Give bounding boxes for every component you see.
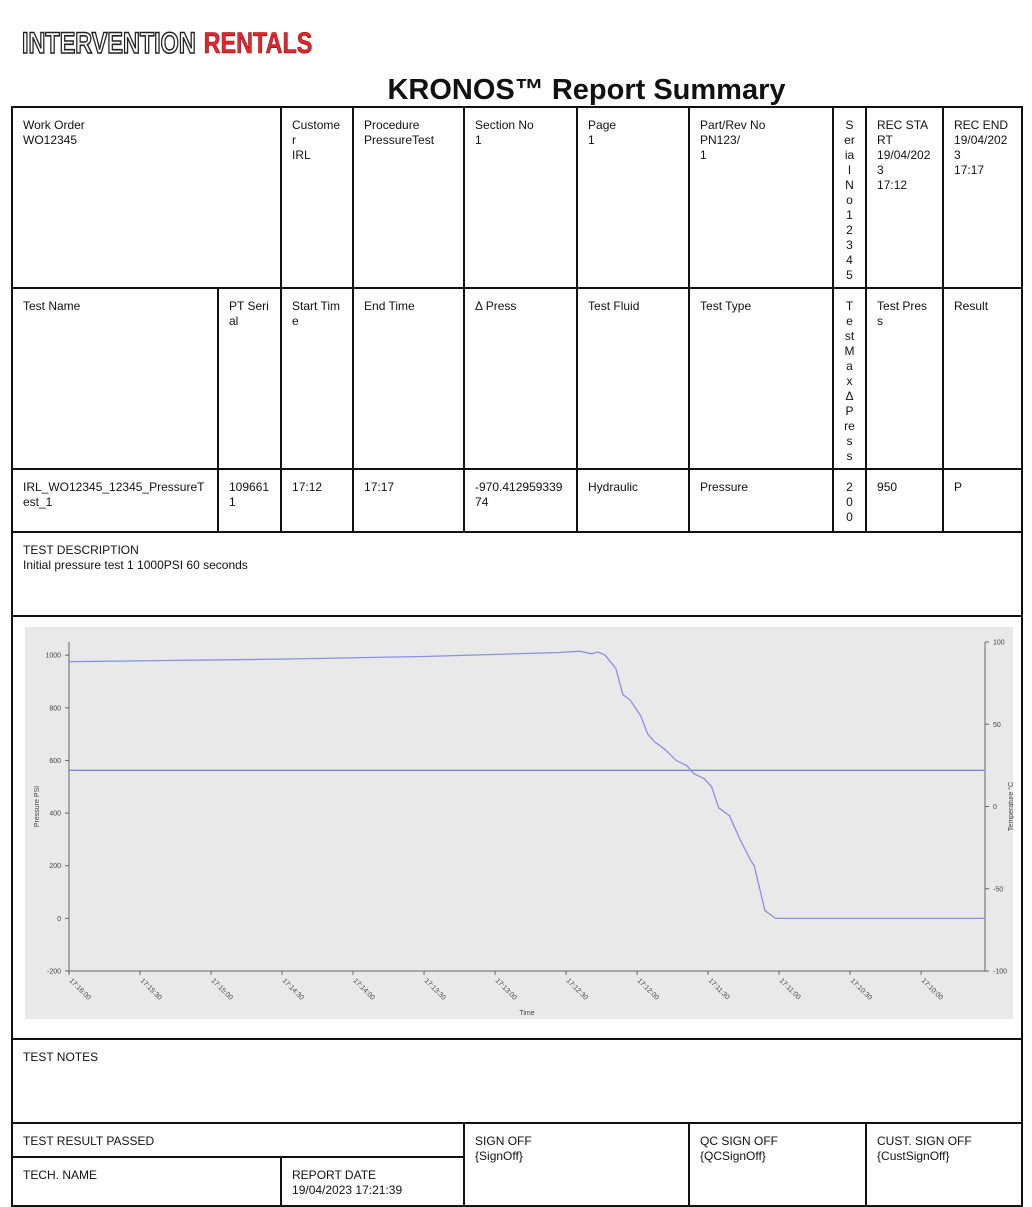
table-row [12,469,1022,532]
cell-result: P [943,469,1022,532]
description-row [12,532,1022,616]
y-axis-label: Pressure PSI [34,785,41,828]
rec-start-label: REC START [877,118,929,147]
x-tick-label: 17:13:00 [493,977,518,1002]
col-test-type: Test Type [689,288,833,469]
cust-sign-off-cell [866,1123,1022,1206]
x-tick-label: 17:10:30 [848,977,873,1002]
chart-background [25,627,1013,1019]
col-test-fluid: Test Fluid [577,288,689,469]
cell-pt-serial: 1096611 [218,469,281,532]
qc-sign-off-value: {QCSignOff} [700,1149,766,1163]
x-tick-label: 17:11:00 [777,977,802,1002]
page-cell [577,107,689,288]
page-label: Page [588,118,617,132]
y-tick-label: -200 [46,968,61,976]
col-start-time: Start Time [281,288,353,469]
y2-tick-label: 50 [993,721,1001,729]
result-row [12,1123,1022,1157]
x-tick-label: 17:12:30 [564,977,589,1002]
serial-cell [833,107,866,288]
col-delta-press: Δ Press [464,288,577,469]
description-cell [12,532,1022,616]
description-text: Initial pressure test 1 1000PSI 60 seconds [23,558,248,572]
procedure-value: PressureTest [364,133,435,147]
y-tick-label: 0 [57,915,61,923]
y2-axis-label: Temperature °C [1008,781,1015,832]
tech-name-cell: TECH. NAME [12,1157,281,1206]
section-label: Section No [475,118,534,132]
x-tick-label: 17:10:00 [919,977,944,1002]
section-cell [464,107,577,288]
x-tick-label: 17:16:00 [67,977,92,1002]
customer-value: IRL [292,148,311,162]
rec-start-time: 17:12 [877,178,908,192]
x-tick-label: 17:15:00 [209,977,234,1002]
report-date-label: REPORT DATE [292,1168,377,1182]
customer-cell [281,107,353,288]
rec-start-cell [866,107,943,288]
cell-test-press: 950 [866,469,943,532]
y2-tick-label: -100 [993,968,1008,976]
part-rev-cell [689,107,833,288]
section-value: 1 [475,133,482,147]
y-tick-label: 200 [49,863,61,871]
test-result-cell: TEST RESULT PASSED [12,1123,464,1157]
col-pt-serial: PT Serial [218,288,281,469]
col-test-max: Test Max Δ Press [833,288,866,469]
qc-sign-off-cell [689,1123,866,1206]
notes-cell [12,1039,1022,1123]
cell-test-fluid: Hydraulic [577,469,689,532]
company-logo [22,28,312,60]
cell-end-time: 17:17 [353,469,464,532]
page-title: KRONOS™ Report Summary [387,74,786,106]
rev-value: 1 [700,148,707,162]
logo-word-rentals: RENTALS [203,27,313,60]
work-order-value: WO12345 [23,133,78,147]
cust-sign-off-value: {CustSignOff} [877,1149,950,1163]
cell-delta-press: -970.41295933974 [464,469,577,532]
x-tick-label: 17:13:30 [422,977,447,1002]
part-rev-label: Part/Rev No [700,118,766,132]
notes-label: TEST NOTES [23,1050,99,1064]
procedure-cell [353,107,464,288]
logo-word-intervention: INTERVENTION [22,27,196,60]
part-value: PN123/ [700,133,741,147]
report-date-cell [281,1157,464,1206]
sign-off-label: SIGN OFF [475,1134,532,1148]
x-tick-label: 17:14:30 [280,977,305,1002]
notes-row [12,1039,1022,1123]
report-date-value: 19/04/2023 17:21:39 [292,1183,403,1197]
y2-tick-label: -50 [993,886,1004,894]
procedure-label: Procedure [364,118,420,132]
header-row [12,107,1022,288]
col-result: Result [943,288,1022,469]
serial-value: 12345 [846,208,853,282]
y-tick-label: 1000 [45,652,61,660]
col-end-time: End Time [353,288,464,469]
work-order-cell [12,107,281,288]
page-value: 1 [588,133,595,147]
rec-end-label: REC END [954,118,1009,132]
description-label: TEST DESCRIPTION [23,543,139,557]
chart-row [12,616,1022,1039]
chart-cell [12,616,1022,1039]
customer-label: Customer [292,118,341,147]
rec-end-date: 19/04/2023 [954,133,1008,162]
y2-tick-label: 0 [993,804,997,811]
cust-sign-off-label: CUST. SIGN OFF [877,1134,972,1148]
cell-test-name: IRL_WO12345_12345_PressureTest_1 [12,469,218,532]
rec-end-time: 17:17 [954,163,985,177]
cell-start-time: 17:12 [281,469,353,532]
col-test-press: Test Press [866,288,943,469]
col-test-name: Test Name [12,288,218,469]
report-table [11,106,1023,1207]
sign-off-value: {SignOff} [475,1149,523,1163]
x-tick-label: 17:15:30 [138,977,163,1002]
y-tick-label: 400 [49,810,61,818]
x-tick-label: 17:12:00 [635,977,660,1002]
pressure-chart [23,627,1022,1027]
column-header-row [12,288,1022,469]
y-tick-label: 600 [49,757,61,765]
y-tick-label: 800 [49,705,61,713]
x-axis-label: Time [519,1010,535,1017]
sign-off-cell [464,1123,689,1206]
qc-sign-off-label: QC SIGN OFF [700,1134,779,1148]
cell-test-max: 200 [833,469,866,532]
rec-end-cell [943,107,1022,288]
y2-tick-label: 100 [993,639,1005,647]
x-tick-label: 17:14:00 [351,977,376,1002]
serial-label: Serial No [844,118,855,207]
rec-start-date: 19/04/2023 [877,148,931,177]
work-order-label: Work Order [23,118,85,132]
cell-test-type: Pressure [689,469,833,532]
x-tick-label: 17:11:30 [706,977,731,1002]
